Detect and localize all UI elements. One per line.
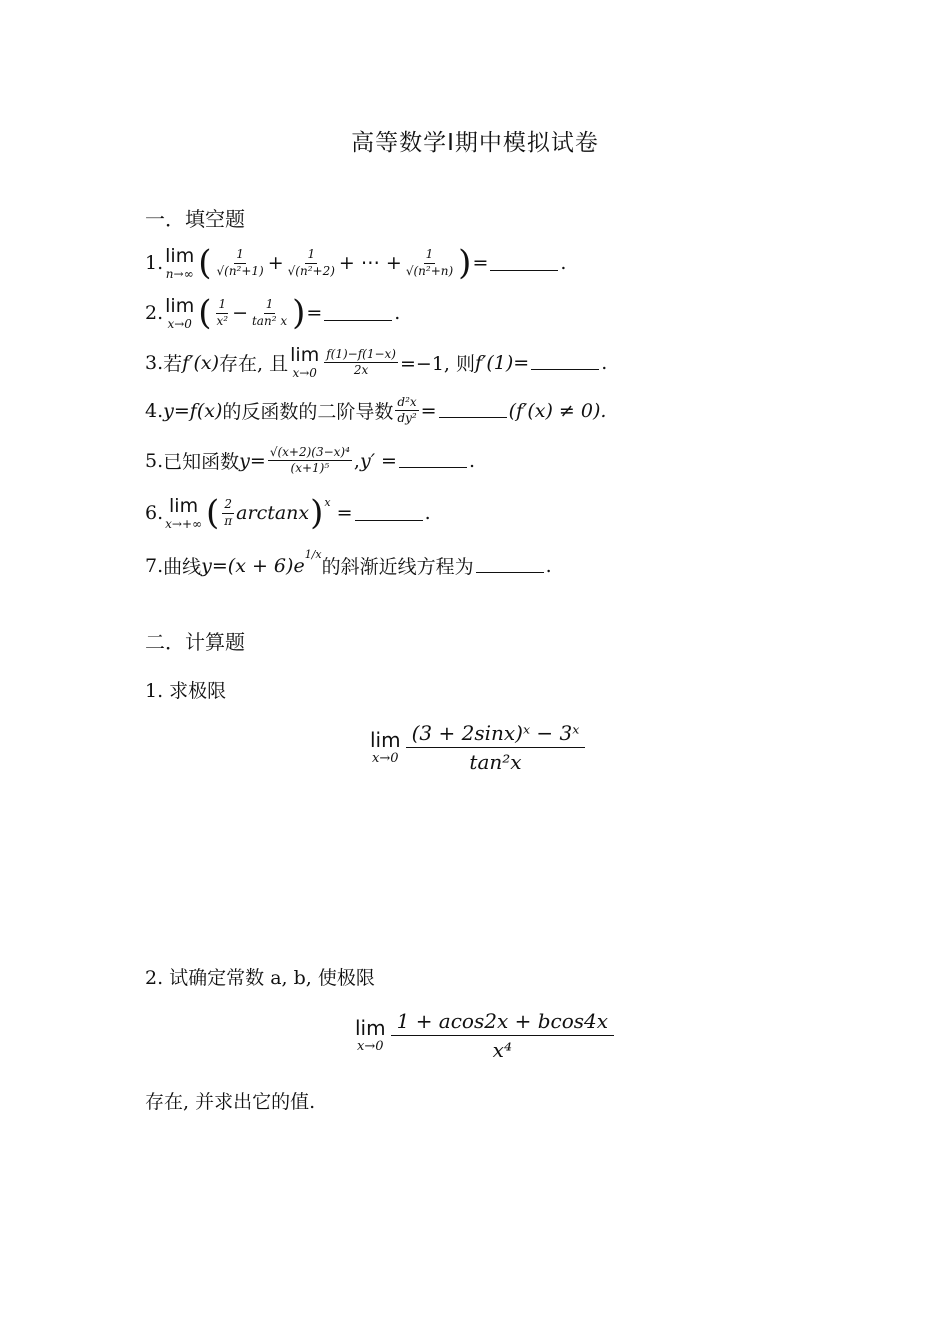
question-4: 4. y = f(x) 的反函数的二阶导数 $\frac{\text{d²x}}{\text{dy²}}$ = (f′(x) ≠ 0). <box>145 395 607 426</box>
section-heading-fill-blank: 一．填空题 <box>145 207 245 231</box>
q3-fprime: f′(x) <box>182 351 220 374</box>
q1-limit: lim n→∞ <box>165 244 195 281</box>
q1-term1-den: √(n²+1) <box>216 263 264 278</box>
q2-b-den: tan² x <box>251 313 288 328</box>
q1-term2-den: √(n²+2) <box>287 263 335 278</box>
answer-blank <box>439 403 507 418</box>
calc-2-numerator: 1 + acos2x + bcos4x <box>391 1010 614 1036</box>
q4-condition: (f′(x) ≠ 0). <box>508 399 607 422</box>
q4-d-num: d²x <box>395 396 418 411</box>
q3-limit: lim x→0 <box>290 344 320 380</box>
q2-limit: lim x→0 <box>165 294 195 331</box>
question-1: 1. lim n→∞ ( $\frac{1}{\text{√(n²+1)}}$ + $\frac{1}{\text{√(n²+2)}}$ + ⋯ + $\frac{1}{\text{√(n²+n)}}$ ) = . <box>145 243 567 283</box>
calc-1-label: 1. 求极限 <box>145 680 227 702</box>
q3-denominator: 2x <box>353 363 369 377</box>
q2-a-den: x² <box>216 313 229 328</box>
answer-blank <box>490 256 558 271</box>
q7-exponent: 1/x <box>304 548 322 561</box>
q6-expression: arctanx <box>236 502 310 524</box>
answer-blank <box>324 306 392 321</box>
q3-numerator: f(1)−f(1−x) <box>324 348 398 363</box>
calc-2-followup: 存在, 并求出它的值. <box>145 1091 316 1113</box>
calc-1-numerator: (3 + 2sinx)ˣ − 3ˣ <box>406 722 586 748</box>
question-7: 7. 曲线 y=(x + 6)e $^{1/x}$ 的斜渐近线方程为 . <box>145 548 552 578</box>
question-3: 3. 若 f′(x) 存在, 且 lim x→0 $\frac{f(1)-f(1-x)}{2x}$ =−1, 则 f′(1) = . <box>145 344 608 380</box>
section-heading-calculation: 二．计算题 <box>145 630 245 654</box>
answer-blank <box>531 355 599 370</box>
calc-2-formula: lim x→0 $\frac{1 + acos2x + bcos4x}{\text{x⁴}}$ <box>353 1010 616 1061</box>
q5-denominator: (x+1)⁵ <box>290 461 330 476</box>
q4-d-den: dy² <box>397 411 417 426</box>
q2-number: 2. <box>145 302 164 324</box>
q1-number: 1. <box>145 252 164 274</box>
q6-limit: lim x→+∞ <box>165 494 203 531</box>
question-2: 2. lim x→0 ( $\frac{1}{\text{x²}}$ − $\frac{1}{\text{tan² x}}$ ) = . <box>145 293 401 333</box>
page-title: 高等数学Ⅰ期中模拟试卷 <box>351 130 599 156</box>
question-5: 5. 已知函数 y = $\frac{\text{√(x+2)(3−x)⁴}}{\text{(x+1)⁵}}$ , y′ = . <box>145 445 476 476</box>
q1-termn-den: √(n²+n) <box>405 263 454 278</box>
answer-blank <box>355 506 423 521</box>
answer-blank <box>476 558 544 573</box>
calc-2-denominator: x⁴ <box>492 1038 512 1062</box>
calc-1-formula: lim x→0 $\frac{\text{(3 + 2sinx)ˣ − 3ˣ}}{\text{tan²x}}$ <box>368 722 587 773</box>
q1-dots: + ⋯ + <box>338 252 402 274</box>
calc-2-label: 2. 试确定常数 a, b, 使极限 <box>145 967 375 989</box>
question-6: 6. lim x→+∞ ( $\frac{2}{\pi}$ arctanx ) $^x$ = . <box>145 493 431 533</box>
q7-expression: y=(x + 6)e <box>201 554 305 577</box>
calc-1-denominator: tan²x <box>469 750 522 774</box>
answer-blank <box>399 453 467 468</box>
q5-numerator: √(x+2)(3−x)⁴ <box>268 446 352 461</box>
